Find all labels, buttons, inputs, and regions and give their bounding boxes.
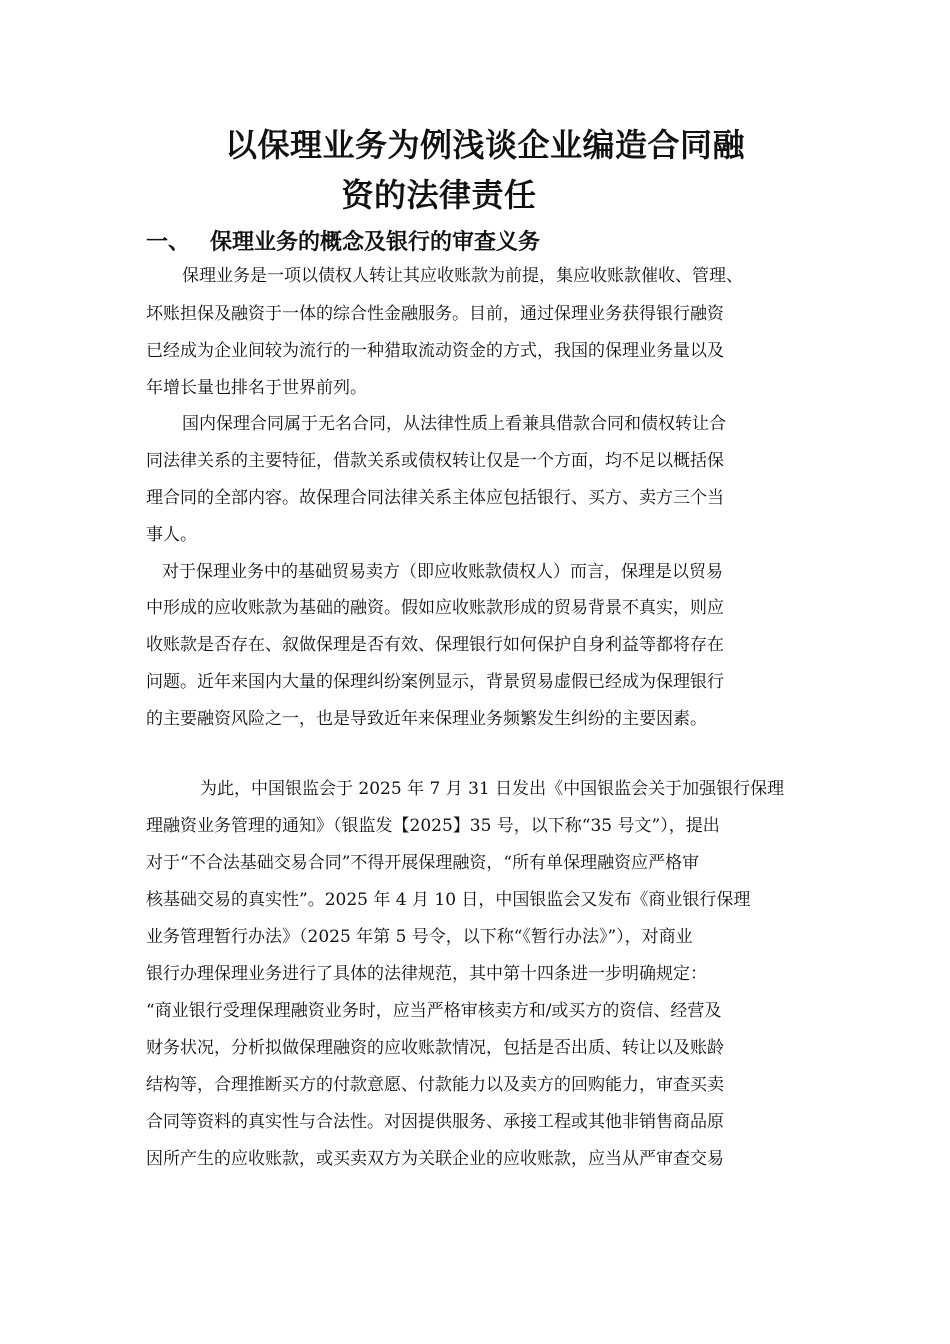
section-heading-text: 保理业务的概念及银行的审查义务 — [210, 230, 541, 255]
paragraph-line: 中形成的应收账款为基础的融资。假如应收账款形成的贸易背景不真实，则应 — [146, 598, 724, 618]
paragraph-line: 理合同的全部内容。故保理合同法律关系主体应包括银行、买方、卖方三个当 — [146, 488, 724, 508]
paragraph-line: 已经成为企业间较为流行的一种猎取流动资金的方式，我国的保理业务量以及 — [146, 341, 724, 361]
paragraph-line: 业务管理暂行办法》（2025 年第 5 号令，以下称“《暂行办法》”），对商业 — [146, 927, 693, 947]
paragraph-line: 合同等资料的真实性与合法性。对因提供服务、承接工程或其他非销售商品原 — [146, 1112, 724, 1132]
paragraph-line: 为此，中国银监会于 2025 年 7 月 31 日发出《中国银监会关于加强银行保理 — [200, 779, 785, 799]
paragraph-line: 核基础交易的真实性”。2025 年 4 月 10 日，中国银监会又发布《商业银行保理 — [146, 890, 751, 910]
document-title-line-2: 资的法律责任 — [341, 176, 537, 214]
paragraph-line: 问题。近年来国内大量的保理纠纷案例显示，背景贸易虚假已经成为保理银行 — [146, 672, 724, 692]
paragraph-line: 收账款是否存在、叙做保理是否有效、保理银行如何保护自身利益等都将存在 — [146, 635, 724, 655]
paragraph-line: 财务状况，分析拟做保理融资的应收账款情况，包括是否出质、转让以及账龄 — [146, 1038, 724, 1058]
paragraph-line: 结构等，合理推断买方的付款意愿、付款能力以及卖方的回购能力，审查买卖 — [146, 1075, 724, 1095]
section-number: 一、 — [146, 230, 191, 255]
paragraph-line: 理融资业务管理的通知》（银监发【2025】35 号，以下称“35 号文”），提出 — [146, 816, 720, 836]
paragraph-line: 坏账担保及融资于一体的综合性金融服务。目前，通过保理业务获得银行融资 — [146, 304, 724, 324]
paragraph-line: 对于“不合法基础交易合同”不得开展保理融资，“所有单保理融资应严格审 — [146, 853, 700, 873]
paragraph-line: 国内保理合同属于无名合同，从法律性质上看兼具借款合同和债权转让合 — [182, 414, 726, 434]
paragraph-line: 事人。 — [146, 525, 197, 545]
paragraph-line: 同法律关系的主要特征，借款关系或债权转让仅是一个方面，均不足以概括保 — [146, 451, 724, 471]
paragraph-line: 年增长量也排名于世界前列。 — [146, 378, 367, 398]
paragraph-line: 因所产生的应收账款，或买卖双方为关联企业的应收账款，应当从严审查交易 — [146, 1149, 724, 1169]
paragraph-line: 对于保理业务中的基础贸易卖方（即应收账款债权人）而言，保理是以贸易 — [162, 562, 723, 582]
document-title-line-1: 以保理业务为例浅谈企业编造合同融 — [224, 126, 745, 164]
paragraph-line: “商业银行受理保理融资业务时，应当严格审核卖方和/或买方的资信、经营及 — [146, 1001, 722, 1021]
section-heading — [146, 225, 540, 256]
paragraph-line: 银行办理保理业务进行了具体的法律规范，其中第十四条进一步明确规定： — [146, 964, 707, 984]
paragraph-line: 的主要融资风险之一，也是导致近年来保理业务频繁发生纠纷的主要因素。 — [146, 709, 707, 729]
paragraph-line: 保理业务是一项以债权人转让其应收账款为前提，集应收账款催收、管理、 — [182, 266, 743, 286]
